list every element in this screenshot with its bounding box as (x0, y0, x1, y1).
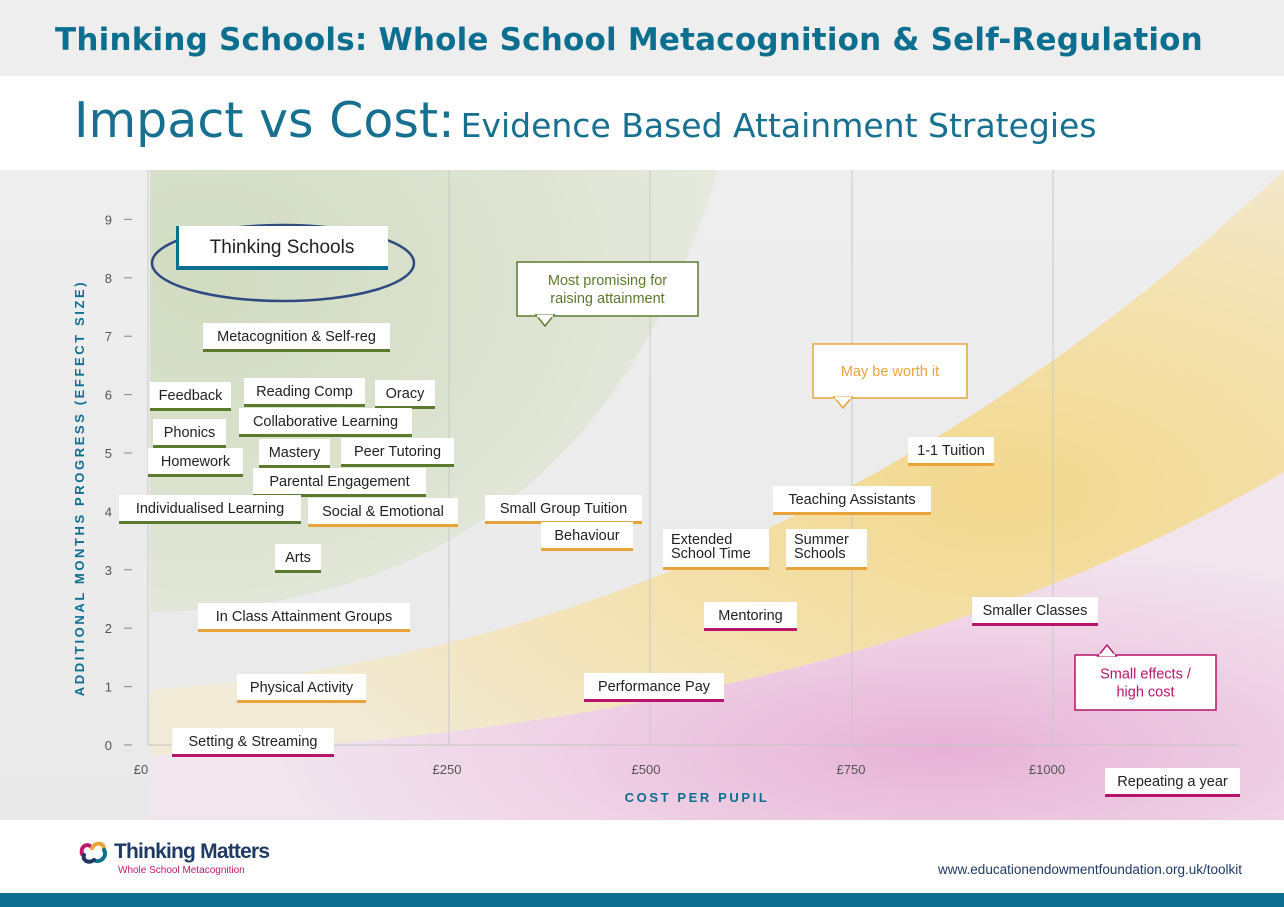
strategy-point (237, 674, 366, 703)
strategy-label: Oracy (385, 386, 425, 402)
strategy-category-bar (244, 404, 365, 407)
strategy-point (119, 495, 301, 524)
strategy-label: Homework (160, 454, 231, 470)
strategy-label: Peer Tutoring (353, 444, 442, 460)
strategy-category-bar (119, 521, 301, 524)
strategy-label: Collaborative Learning (252, 414, 399, 430)
strategy-label: Physical Activity (249, 680, 354, 696)
x-tick-label: £750 (836, 762, 866, 777)
strategy-point (239, 408, 412, 437)
strategy-category-bar (541, 548, 633, 551)
strategy-category-bar (908, 463, 994, 466)
strategy-label: Setting & Streaming (188, 734, 318, 750)
strategy-label: Arts (285, 550, 311, 566)
strategy-label: Summer (794, 532, 849, 548)
strategy-point (172, 728, 334, 757)
headline-main: Impact vs Cost: (74, 92, 455, 149)
strategy-point (150, 382, 231, 411)
strategy-category-bar (275, 570, 321, 573)
strategy-label: Phonics (163, 425, 216, 441)
strategy-point (704, 602, 797, 631)
x-axis-title: COST PER PUPIL (624, 790, 770, 805)
impact-cost-chart (0, 170, 1284, 820)
strategy-category-bar (203, 349, 390, 352)
strategy-category-bar (153, 445, 226, 448)
strategy-label: Social & Emotional (322, 504, 444, 520)
strategy-point (485, 495, 642, 524)
strategy-point (786, 529, 867, 570)
strategy-label: Individualised Learning (135, 501, 285, 517)
x-tick-label: £250 (432, 762, 462, 777)
callout-text: raising attainment (550, 291, 665, 307)
y-tick-label: 6 (104, 387, 112, 403)
strategy-point (203, 323, 390, 352)
strategy-point (663, 529, 769, 570)
y-tick-label: 3 (104, 562, 112, 578)
strategy-point (153, 419, 226, 448)
strategy-label: 1-1 Tuition (917, 443, 985, 459)
highlight-bar (176, 266, 388, 270)
callout-box (1075, 655, 1216, 710)
strategy-category-bar (972, 623, 1098, 626)
y-tick-label: 4 (104, 504, 112, 520)
strategy-point (1105, 768, 1240, 797)
strategy-point (341, 438, 454, 467)
callout-text: May be worth it (840, 364, 940, 380)
strategy-category-bar (704, 628, 797, 631)
strategy-label: Performance Pay (597, 679, 711, 695)
strategy-point (198, 603, 410, 632)
strategy-category-bar (237, 700, 366, 703)
strategy-point (908, 437, 994, 466)
logo-mark-icon (78, 840, 112, 866)
strategy-point (259, 439, 330, 468)
strategy-label: Reading Comp (256, 384, 353, 400)
strategy-point (253, 468, 426, 497)
strategy-point (308, 498, 458, 527)
y-tick-label: 2 (104, 621, 112, 637)
strategy-category-bar (239, 434, 412, 437)
strategy-point (148, 448, 243, 477)
strategy-label: In Class Attainment Groups (215, 609, 393, 625)
strategy-category-bar (341, 464, 454, 467)
chart-headline (74, 92, 1097, 149)
strategy-point (773, 486, 931, 515)
strategy-point (375, 380, 435, 409)
strategy-label: Schools (794, 546, 846, 562)
strategy-category-bar (150, 408, 231, 411)
x-tick-label: £0 (133, 762, 149, 777)
strategy-category-bar (259, 465, 330, 468)
strategy-label: Small Group Tuition (499, 501, 628, 517)
strategy-point (972, 597, 1098, 626)
strategy-point (584, 673, 724, 702)
logo-name: Thinking Matters (114, 840, 270, 863)
y-tick-label: 1 (104, 679, 112, 695)
strategy-category-bar (198, 629, 410, 632)
callout-worth_it (813, 344, 967, 408)
y-tick-label: 9 (104, 212, 112, 228)
strategy-category-bar (663, 567, 769, 570)
callout-high_impact (517, 262, 698, 326)
strategy-category-bar (584, 699, 724, 702)
footer-bar (0, 893, 1284, 907)
strategy-label: Extended (671, 532, 733, 548)
highlight-side-bar (176, 226, 179, 270)
footer (0, 820, 1284, 907)
strategy-label: Feedback (158, 388, 223, 404)
y-tick-label: 7 (104, 329, 112, 345)
banner-title: Thinking Schools: Whole School Metacognition & Self-Regulation (55, 22, 1203, 58)
headline-sub: Evidence Based Attainment Strategies (460, 106, 1097, 145)
y-axis-title: ADDITIONAL MONTHS PROGRESS (EFFECT SIZE) (72, 279, 87, 697)
strategy-category-bar (773, 512, 931, 515)
highlight-label: Thinking Schools (209, 237, 355, 258)
y-tick-label: 0 (104, 738, 112, 753)
strategy-label: Metacognition & Self-reg (217, 329, 376, 345)
strategy-label: Parental Engagement (269, 474, 410, 490)
strategy-point (275, 544, 321, 573)
x-tick-label: £1000 (1028, 762, 1066, 777)
strategy-point (244, 378, 365, 407)
strategy-label: Smaller Classes (982, 603, 1088, 619)
strategy-point (541, 522, 633, 551)
strategy-label: Mastery (268, 445, 321, 461)
x-tick-label: £500 (631, 762, 661, 777)
strategy-label: Repeating a year (1117, 774, 1228, 790)
strategy-category-bar (148, 474, 243, 477)
strategy-category-bar (308, 524, 458, 527)
strategy-category-bar (786, 567, 867, 570)
strategy-category-bar (1105, 794, 1240, 797)
strategy-label: Behaviour (554, 528, 620, 544)
callout-text: Small effects / (1100, 666, 1191, 683)
callout-box (517, 262, 698, 316)
callout-text: high cost (1116, 684, 1175, 701)
strategy-label: Mentoring (718, 608, 783, 624)
logo-tagline: Whole School Metacognition (118, 865, 245, 876)
strategy-label: School Time (671, 546, 751, 562)
source-link[interactable]: www.educationendowmentfoundation.org.uk/toolkit (938, 862, 1242, 877)
callout-text: Most promising for (547, 273, 668, 289)
y-tick-label: 8 (104, 270, 112, 286)
strategy-label: Teaching Assistants (788, 492, 916, 508)
y-tick-label: 5 (104, 446, 112, 461)
strategy-category-bar (172, 754, 334, 757)
top-banner (0, 0, 1284, 76)
callout-low_value (1075, 645, 1216, 710)
